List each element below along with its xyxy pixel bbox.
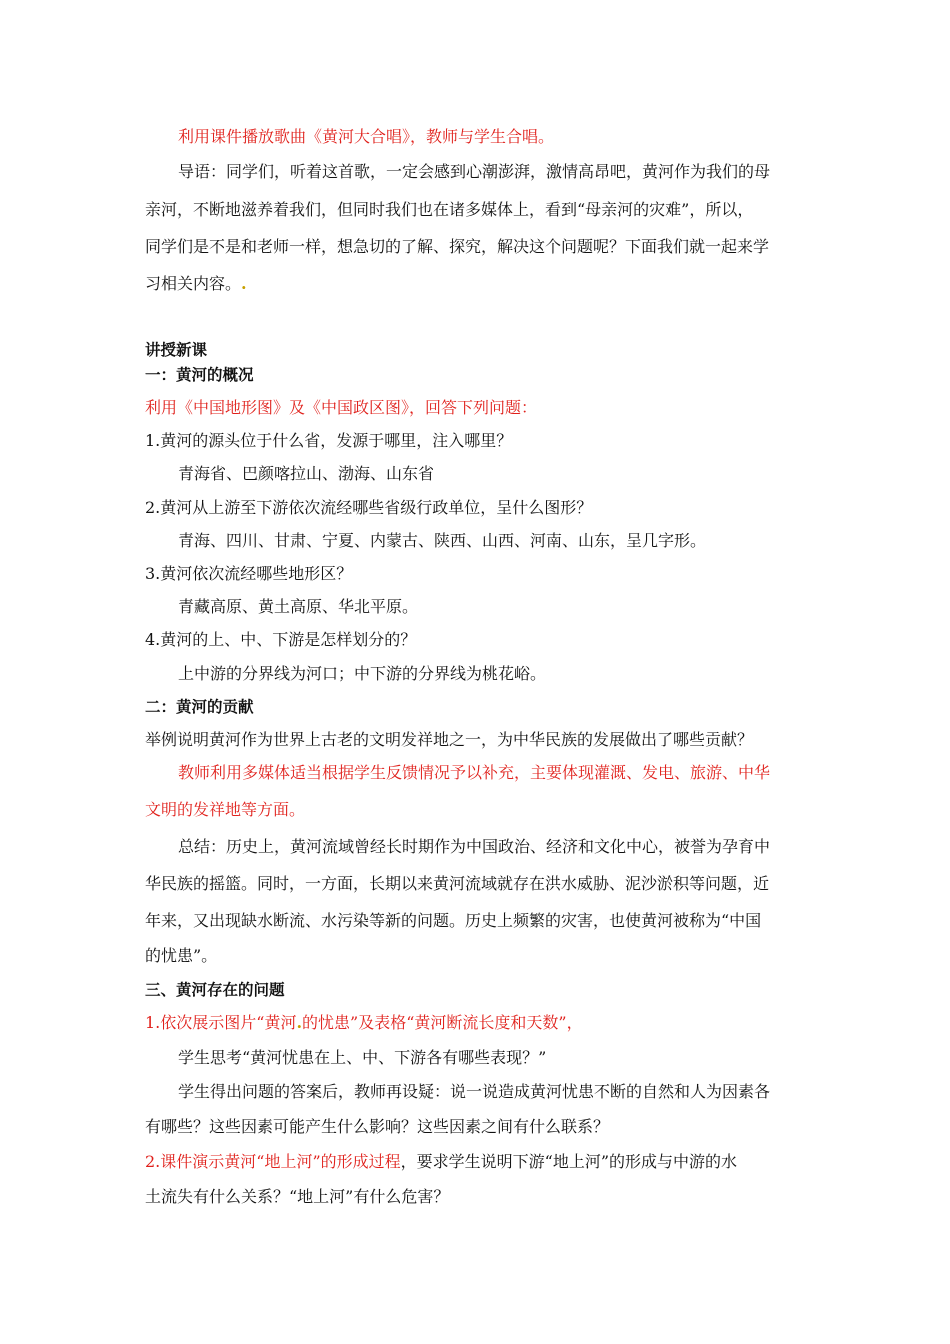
item2-red-text: 课件演示黄河“地上河”的形成过程 xyxy=(160,1152,401,1171)
answer-2: 青海、四川、甘肃、宁夏、内蒙古、陕西、山西、河南、山东，呈几字形。 xyxy=(178,531,707,550)
summary-line-2: 华民族的摇篮。同时，一方面，长期以来黄河流域就存在洪水威胁、泥沙淤积等问题，近 xyxy=(145,874,770,893)
item1-number: 1. xyxy=(145,1013,161,1032)
summary-line-4: 的忧患”。 xyxy=(145,946,218,965)
summary-line-1: 总结：历史上，黄河流域曾经长时期作为中国政治、经济和文化中心，被誉为孕育中 xyxy=(178,837,771,856)
section3-title: 三、黄河存在的问题 xyxy=(145,981,285,999)
item2-number: 2. xyxy=(145,1152,161,1171)
lead-line-4-text: 习相关内容。 xyxy=(145,274,242,293)
lead-line-3: 同学们是不是和老师一样，想急切的了解、探究，解决这个问题呢？下面我们就一起来学 xyxy=(145,237,770,256)
song-instruction: 利用课件播放歌曲《黄河大合唱》，教师与学生合唱。 xyxy=(178,127,555,146)
item1-sub-2: 学生得出问题的答案后，教师再设疑：说一说造成黄河忧患不断的自然和人为因素各 xyxy=(178,1082,771,1101)
lecture-heading: 讲授新课 xyxy=(145,341,208,359)
lead-line-4 xyxy=(145,273,247,295)
teacher-line-1: 教师利用多媒体适当根据学生反馈情况予以补充，主要体现灌溉、发电、旅游、中华 xyxy=(178,763,771,782)
item2-line-2: 土流失有什么关系？“地上河”有什么危害？ xyxy=(145,1187,450,1206)
answer-1: 青海省、巴颜喀拉山、渤海、山东省 xyxy=(178,464,435,483)
question-2: 2.黄河从上游至下游依次流经哪些省级行政单位，呈什么图形？ xyxy=(145,498,593,517)
question-1: 1.黄河的源头位于什么省，发源于哪里，注入哪里？ xyxy=(145,431,513,450)
item2-rest-text: ，要求学生说明下游“地上河”的形成与中游的水 xyxy=(400,1152,738,1171)
section1-instruction: 利用《中国地形图》及《中国政区图》，回答下列问题： xyxy=(145,398,538,417)
question-3: 3.黄河依次流经哪些地形区？ xyxy=(145,564,353,583)
lead-line-1: 导语：同学们，听着这首歌，一定会感到心潮澎湃，激情高昂吧，黄河作为我们的母 xyxy=(178,162,771,181)
item1-dot: . xyxy=(296,1013,303,1032)
answer-3: 青藏高原、黄土高原、华北平原。 xyxy=(178,597,419,616)
item1-line xyxy=(145,1012,583,1034)
section2-question: 举例说明黄河作为世界上古老的文明发祥地之一，为中华民族的发展做出了哪些贡献？ xyxy=(145,730,754,749)
item1-sub-3: 有哪些？这些因素可能产生什么影响？这些因素之间有什么联系？ xyxy=(145,1117,610,1136)
section1-title: 一：黄河的概况 xyxy=(145,366,254,384)
summary-line-3: 年来，又出现缺水断流、水污染等新的问题。历史上频繁的灾害，也使黄河被称为“中国 xyxy=(145,911,762,930)
item2-line xyxy=(145,1151,737,1173)
item1-text-a: 依次展示图片“黄河 xyxy=(160,1013,297,1032)
lead-line-2: 亲河，不断地滋养着我们，但同时我们也在诸多媒体上，看到“母亲河的灾难”，所以， xyxy=(145,200,754,219)
item1-text-b: 的忧患”及表格“黄河断流长度和天数”， xyxy=(302,1013,583,1032)
teacher-line-2: 文明的发祥地等方面。 xyxy=(145,800,306,819)
answer-4: 上中游的分界线为河口；中下游的分界线为桃花峪。 xyxy=(178,664,547,683)
trailing-mark: . xyxy=(241,274,247,293)
question-4: 4.黄河的上、中、下游是怎样划分的？ xyxy=(145,630,417,649)
item1-sub-1: 学生思考“黄河忧患在上、中、下游各有哪些表现？” xyxy=(178,1048,547,1067)
section2-title: 二：黄河的贡献 xyxy=(145,698,254,716)
